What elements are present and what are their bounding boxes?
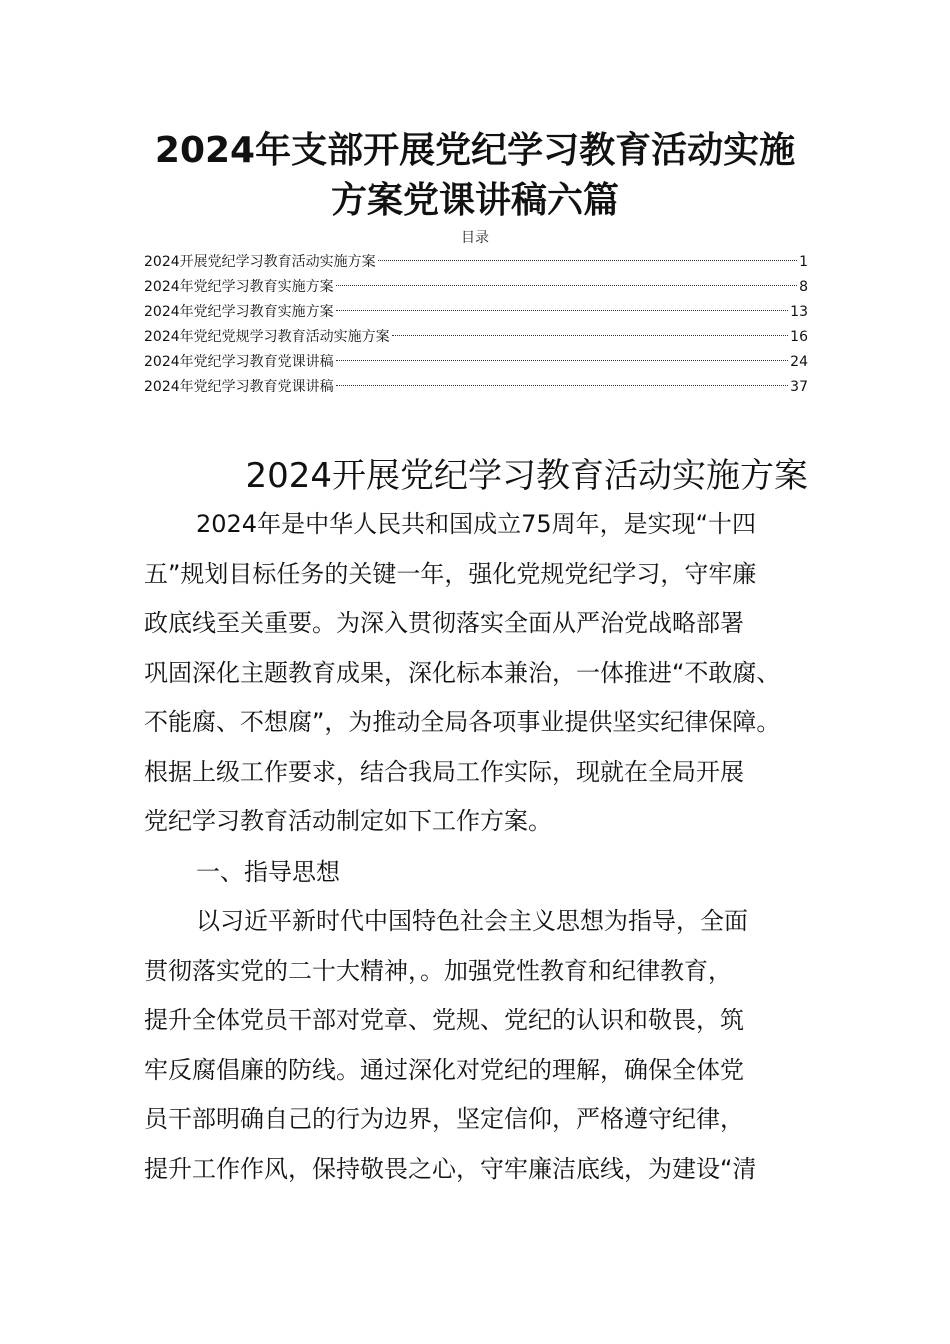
toc-entry-page: 16 [790, 329, 808, 345]
text-line: 政底线至关重要。为深入贯彻落实全面从严治党战略部署 [144, 609, 744, 637]
document-title [100, 126, 850, 226]
toc-leader-dots [378, 260, 797, 261]
text-line: 以习近平新时代中国特色社会主义思想为指导，全面 [196, 907, 748, 935]
document-title-line-2: 方案党课讲稿六篇 [330, 180, 619, 221]
toc-entry[interactable] [144, 325, 808, 350]
toc-leader-dots [336, 310, 789, 311]
toc-entry[interactable] [144, 275, 808, 300]
toc-entry-page: 37 [790, 379, 808, 395]
text-line: 贯彻落实党的二十大精神，。加强党性教育和纪律教育， [144, 956, 732, 985]
toc-leader-dots [336, 385, 789, 386]
text-line: 2024年是中华人民共和国成立75周年，是实现“十四 [196, 510, 757, 538]
toc-entry[interactable] [144, 250, 808, 275]
toc-entry-page: 13 [790, 304, 808, 320]
toc-entry-page: 1 [799, 254, 808, 270]
table-of-contents [144, 250, 808, 400]
toc-entry-title: 2024年党纪党规学习教育活动实施方案 [144, 329, 390, 345]
toc-entry-title: 2024年党纪学习教育党课讲稿 [144, 379, 334, 395]
text-line: 牢反腐倡廉的防线。通过深化对党纪的理解，确保全体党 [144, 1055, 744, 1084]
toc-entry[interactable] [144, 350, 808, 375]
toc-leader-dots [336, 360, 789, 361]
toc-heading: 目录 [461, 230, 489, 246]
text-line: 根据上级工作要求，结合我局工作实际，现就在全局开展 [144, 757, 744, 786]
body-paragraph [144, 500, 808, 847]
text-line: 党纪学习教育活动制定如下工作方案。 [144, 807, 552, 835]
section-heading: 一、指导思想 [196, 858, 340, 886]
toc-entry-title: 2024年党纪学习教育实施方案 [144, 304, 334, 320]
text-line: 提升全体党员干部对党章、党规、党纪的认识和敬畏，筑 [144, 1006, 744, 1034]
text-line: 不能腐、不想腐”，为推动全局各项事业提供坚实纪律保障。 [144, 708, 781, 736]
toc-entry[interactable] [144, 300, 808, 325]
toc-entry-title: 2024年党纪学习教育实施方案 [144, 279, 334, 295]
text-line: 提升工作作风，保持敬畏之心，守牢廉洁底线，为建设“清 [144, 1154, 757, 1183]
text-line: 员干部明确自己的行为边界，坚定信仰，严格遵守纪律， [144, 1105, 744, 1133]
section-title: 2024开展党纪学习教育活动实施方案 [245, 456, 808, 496]
toc-leader-dots [392, 335, 789, 336]
body-paragraph [144, 897, 808, 1194]
text-line: 五”规划目标任务的关键一年，强化党规党纪学习，守牢廉 [144, 559, 757, 588]
toc-entry-page: 8 [799, 279, 808, 295]
toc-entry-title: 2024年党纪学习教育党课讲稿 [144, 354, 334, 370]
toc-entry-page: 24 [790, 354, 808, 370]
toc-entry[interactable] [144, 375, 808, 400]
text-line: 巩固深化主题教育成果，深化标本兼治，一体推进“不敢腐、 [144, 658, 781, 687]
toc-leader-dots [336, 285, 797, 286]
toc-entry-title: 2024开展党纪学习教育活动实施方案 [144, 254, 376, 270]
document-title-line-1: 2024年支部开展党纪学习教育活动实施 [154, 130, 796, 171]
